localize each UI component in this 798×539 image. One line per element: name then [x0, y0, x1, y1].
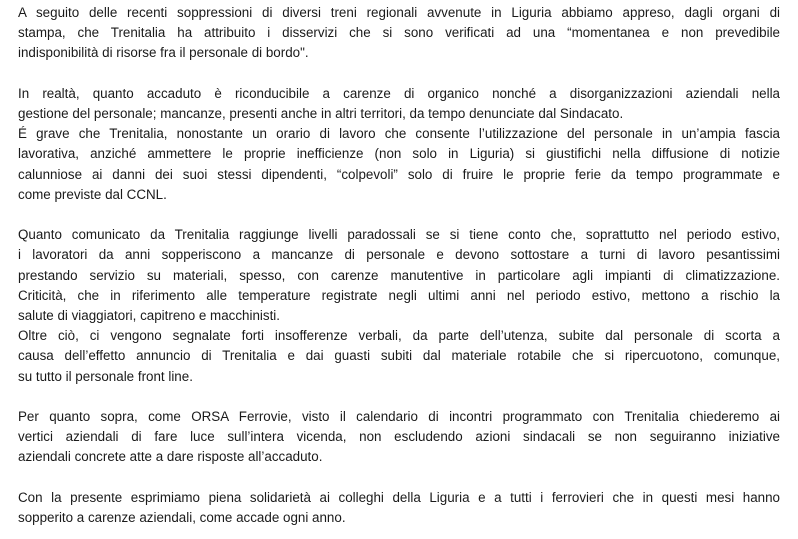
text-line: Oltre ciò, ci vengono segnalate forti insofferenze verbali, da parte dell’utenza, subite dal personale di scorta a — [18, 328, 780, 344]
text-line: indisponibilità di risorse fra il personale di bordo". — [18, 45, 309, 61]
text-line: Quanto comunicato da Trenitalia raggiunge livelli paradossali se si tiene conto che, soprattutto nel periodo estivo, — [18, 227, 780, 243]
text-line: Con la presente esprimiamo piena solidarietà ai colleghi della Liguria e a tutti i ferrovieri che in questi mesi hanno — [18, 489, 780, 505]
text-line: vertici aziendali di fare luce sull’intera vicenda, non escludendo azioni sindacali se non seguiranno iniziative — [18, 429, 780, 445]
text-line: sopperito a carenze aziendali, come accade ogni anno. — [18, 510, 346, 526]
text-line: Per quanto sopra, come ORSA Ferrovie, visto il calendario di incontri programmato con Trenitalia chiederemo ai — [18, 409, 780, 425]
text-line: calunniose ai danni dei suoi stessi dipendenti, “colpevoli” solo di fruire le proprie ferie da tempo programmate e — [18, 166, 780, 182]
text-line: i lavoratori da anni sopperiscono a mancanze di personale e devono sottostare a turni di lavoro pesantissimi — [18, 247, 780, 263]
text-line: aziendali concrete atte a dare risposte all’accaduto. — [18, 449, 323, 465]
text-line: gestione del personale; mancanze, presenti anche in altri territori, da tempo denunciate dal Sindacato. — [18, 106, 624, 121]
text-line: su tutto il personale front line. — [18, 368, 193, 384]
text-line: prestando servizio su materiali, spesso, con carenze manutentive in particolare agli impianti di climatizzazione. — [18, 267, 780, 283]
text-line: come previste dal CCNL. — [18, 186, 167, 202]
paragraph-intro — [18, 3, 780, 64]
paragraph-complaints — [18, 326, 780, 387]
paragraph-orsa — [18, 407, 780, 468]
paragraph-solidarity — [18, 488, 780, 528]
text-line: É grave che Trenitalia, nonostante un orario di lavoro che consente l’utilizzazione del personale in un’ampia fascia — [18, 126, 780, 142]
text-line: Criticità, che in riferimento alle temperature registrate negli ultimi anni nel periodo estivo, mettono a rischio la — [18, 287, 780, 303]
text-line: salute di viaggiatori, capitreno e macchinisti. — [18, 308, 280, 324]
text-line: A seguito delle recenti soppressioni di diversi treni regionali avvenute in Liguria abbiamo appreso, dagli organi di — [18, 5, 780, 20]
text-line: In realtà, quanto accaduto è riconducibile a carenze di organico nonché a disorganizzazioni aziendali nella — [18, 85, 780, 101]
text-line: causa dell’effetto annuncio di Trenitalia e dai guasti subiti dal materiale rotabile che si ripercuotono, comunque, — [18, 348, 780, 364]
paragraph-grave — [18, 124, 780, 205]
paragraph-reality — [18, 84, 780, 124]
text-line: lavorativa, anziché ammettere le proprie inefficienze (non solo in Liguria) si giustifichi nella diffusione di notizie — [18, 146, 780, 162]
paragraph-paradox — [18, 225, 780, 326]
text-line: stampa, che Trenitalia ha attribuito i disservizi che si sono verificati ad una “momentanea e non prevedibile — [18, 25, 780, 41]
